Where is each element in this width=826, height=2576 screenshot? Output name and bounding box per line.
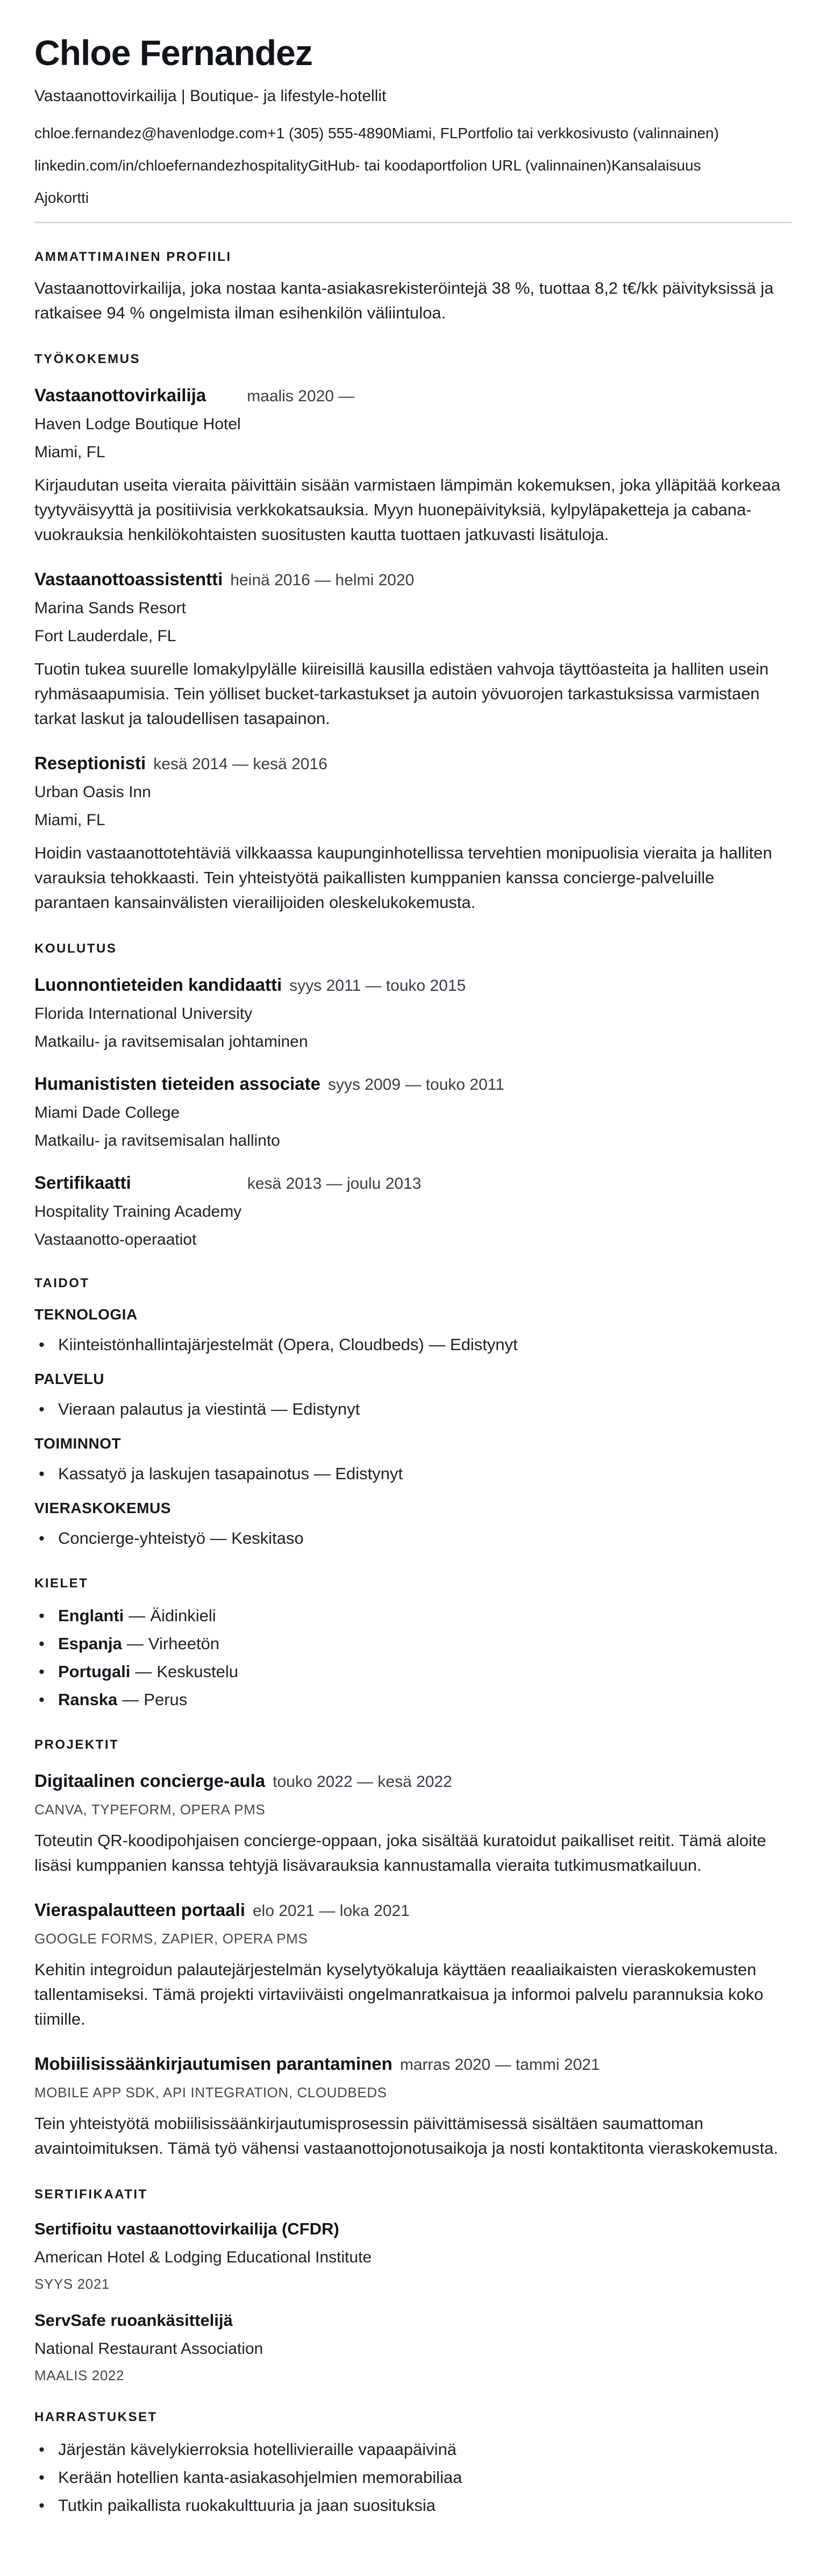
education-degree: Sertifikaatti bbox=[34, 1172, 131, 1193]
hobby-item: • Järjestän kävelykierroksia hotellivieraille vapaapäivinä bbox=[34, 2438, 792, 2461]
section-title-education: KOULUTUS bbox=[34, 941, 117, 956]
contact-location: Miami, FL bbox=[391, 124, 458, 141]
education-header bbox=[34, 1172, 792, 1194]
project-entry bbox=[34, 1770, 792, 1878]
language-item bbox=[34, 1605, 792, 1627]
certification-entry bbox=[34, 2219, 792, 2292]
job-entry bbox=[34, 385, 792, 547]
job-description: Tuotin tukea suurelle lomakylpylälle kiireisillä kausilla edistäen vahvoja täyttöasteita ja halliten usein ryhmäsaapumisia. Tein yölliset bucket-tarkastukset ja autoin yövuorojen tarkastuksissa varmistaen tarkat laskut ja taloudellisen tasapainon. bbox=[34, 659, 769, 728]
language-name: Ranska bbox=[58, 1690, 118, 1709]
project-entry bbox=[34, 2053, 792, 2161]
education-school: Florida International University bbox=[34, 1004, 253, 1023]
job-entry bbox=[34, 753, 792, 915]
section-skills bbox=[34, 1275, 792, 1550]
contact-row-1 bbox=[34, 117, 792, 150]
job-role: Vastaanottovirkailija bbox=[34, 385, 206, 405]
language-list bbox=[34, 1605, 792, 1711]
hobby-item: • Tutkin paikallista ruokakulttuuria ja jaan suosituksia bbox=[34, 2494, 792, 2517]
job-company: Urban Oasis Inn bbox=[34, 783, 151, 801]
language-level: Äidinkieli bbox=[150, 1606, 216, 1625]
education-school: Hospitality Training Academy bbox=[34, 1202, 242, 1220]
section-title-languages: KIELET bbox=[34, 1576, 89, 1591]
skill-group-title: TEKNOLOGIA bbox=[34, 1305, 138, 1323]
section-projects bbox=[34, 1737, 792, 2161]
education-entry bbox=[34, 1073, 792, 1151]
skill-group bbox=[34, 1370, 792, 1421]
project-entry bbox=[34, 1899, 792, 2032]
language-name: Portugali bbox=[58, 1662, 131, 1681]
contact-linkedin: linkedin.com/in/chloefernandezhospitality bbox=[34, 157, 308, 174]
job-dates: kesä 2014 — kesä 2016 bbox=[153, 755, 327, 773]
education-dates: syys 2009 — touko 2011 bbox=[327, 1075, 504, 1094]
project-tools: CANVA, TYPEFORM, OPERA PMS bbox=[34, 1801, 266, 1818]
job-role: Reseptionisti bbox=[34, 753, 146, 773]
skill-item: • Kiinteistönhallintajärjestelmät (Opera, Cloudbeds) — Edistynyt bbox=[34, 1333, 792, 1356]
separator-dash: — bbox=[129, 1606, 146, 1625]
education-field: Matkailu- ja ravitsemisalan hallinto bbox=[34, 1131, 280, 1149]
candidate-headline: Vastaanottovirkailija | Boutique- ja lifestyle-hotellit bbox=[34, 87, 387, 105]
skill-list bbox=[34, 1527, 792, 1550]
education-header bbox=[34, 974, 792, 996]
project-dates: touko 2022 — kesä 2022 bbox=[273, 1772, 452, 1791]
education-degree: Humanististen tieteiden associate bbox=[34, 1073, 321, 1094]
project-description: Kehitin integroidun palautejärjestelmän kyselytyökaluja käyttäen reaaliaikaisten vieraskokemusten tallentamiseksi. Tämä projekti virtaviiväisti ongelmanratkaisua ja informoi palvelu parannuksia koko tiimille. bbox=[34, 1960, 764, 2028]
skill-group bbox=[34, 1499, 792, 1550]
language-item bbox=[34, 1660, 792, 1683]
job-location: Miami, FL bbox=[34, 811, 105, 829]
project-description: Toteutin QR-koodipohjaisen concierge-oppaan, joka sisältää kuratoidut paikalliset reitit. Tämä aloite lisäsi kumppanien kanssa tehtyjä lisävarauksia kannustamalla vieraita tutkimusmatkailuun. bbox=[34, 1830, 766, 1875]
resume-header bbox=[34, 33, 792, 223]
section-title-experience: TYÖKOKEMUS bbox=[34, 351, 141, 366]
certification-issuer: American Hotel & Lodging Educational Institute bbox=[34, 2248, 372, 2266]
education-field: Vastaanotto-operaatiot bbox=[34, 1230, 197, 1248]
skill-item: • Kassatyö ja laskujen tasapainotus — Edistynyt bbox=[34, 1463, 792, 1485]
language-item bbox=[34, 1633, 792, 1655]
job-role: Vastaanottoassistentti bbox=[34, 569, 223, 589]
education-field: Matkailu- ja ravitsemisalan johtaminen bbox=[34, 1032, 308, 1051]
project-description: Tein yhteistyötä mobiilisissäänkirjautumisprosessin päivittämisessä sisältäen saumattoman avaintoimituksen. Tämä työ vähensi vastaanottojonotusaikoja ja nosti kontaktitonta vieraskokemusta. bbox=[34, 2113, 779, 2158]
separator-dash: — bbox=[126, 1634, 144, 1653]
education-school: Miami Dade College bbox=[34, 1103, 180, 1122]
certification-name: Sertifioitu vastaanottovirkailija (CFDR) bbox=[34, 2219, 339, 2238]
education-header bbox=[34, 1073, 792, 1095]
project-title: Mobiilisissäänkirjautumisen parantaminen bbox=[34, 2053, 393, 2074]
project-dates: marras 2020 — tammi 2021 bbox=[400, 2055, 600, 2074]
section-title-hobbies: HARRASTUKSET bbox=[34, 2409, 158, 2424]
job-header bbox=[34, 753, 792, 774]
project-header bbox=[34, 1770, 792, 1792]
skill-group bbox=[34, 1305, 792, 1356]
section-hobbies bbox=[34, 2409, 792, 2517]
job-description: Hoidin vastaanottotehtäviä vilkkaassa kaupunginhotellissa tervehtien monipuolisia vieraita ja halliten varauksia tehokkaasti. Tein yhteistyötä paikallisten kumppanien kanssa concierge-palveluille parantaen kansainvälisten vierailijoiden oleskelukokemusta. bbox=[34, 843, 772, 912]
language-item bbox=[34, 1688, 792, 1711]
contact-info bbox=[34, 117, 792, 214]
skill-group-title: PALVELU bbox=[34, 1370, 105, 1387]
section-title-profile: AMMATTIMAINEN PROFIILI bbox=[34, 249, 232, 264]
candidate-name: Chloe Fernandez bbox=[34, 33, 312, 73]
education-entry bbox=[34, 1172, 792, 1250]
section-title-skills: TAIDOT bbox=[34, 1275, 90, 1290]
project-header bbox=[34, 1899, 792, 1921]
skill-group bbox=[34, 1435, 792, 1485]
certification-date: SYYS 2021 bbox=[34, 2275, 110, 2292]
contact-row-3 bbox=[34, 182, 792, 214]
certification-entry bbox=[34, 2310, 792, 2383]
certification-issuer: National Restaurant Association bbox=[34, 2339, 264, 2358]
skill-list bbox=[34, 1333, 792, 1356]
job-company: Marina Sands Resort bbox=[34, 599, 186, 617]
project-header bbox=[34, 2053, 792, 2075]
skill-list bbox=[34, 1463, 792, 1485]
header-divider bbox=[34, 222, 792, 223]
separator-dash: — bbox=[135, 1662, 152, 1681]
section-experience bbox=[34, 351, 792, 915]
project-dates: elo 2021 — loka 2021 bbox=[252, 1901, 410, 1920]
project-title: Vieraspalautteen portaali bbox=[34, 1899, 245, 1920]
education-dates: kesä 2013 — joulu 2013 bbox=[247, 1174, 422, 1193]
job-entry bbox=[34, 569, 792, 731]
language-name: Espanja bbox=[58, 1634, 122, 1653]
section-profile bbox=[34, 249, 792, 325]
skill-item: • Concierge-yhteistyö — Keskitaso bbox=[34, 1527, 792, 1550]
certification-name: ServSafe ruoankäsittelijä bbox=[34, 2310, 233, 2330]
hobby-list bbox=[34, 2438, 792, 2517]
section-title-certifications: SERTIFIKAATIT bbox=[34, 2187, 148, 2202]
contact-drivers-license: Ajokortti bbox=[34, 189, 89, 206]
job-dates: heinä 2016 — helmi 2020 bbox=[230, 571, 415, 589]
skill-group-title: TOIMINNOT bbox=[34, 1435, 122, 1452]
hobby-item: • Kerään hotellien kanta-asiakasohjelmien memorabiliaa bbox=[34, 2466, 792, 2489]
section-certifications bbox=[34, 2187, 792, 2383]
education-degree: Luonnontieteiden kandidaatti bbox=[34, 974, 282, 995]
contact-citizenship: Kansalaisuus bbox=[611, 157, 701, 174]
language-name: Englanti bbox=[58, 1606, 124, 1625]
education-dates: syys 2011 — touko 2015 bbox=[289, 976, 466, 995]
section-languages bbox=[34, 1576, 792, 1711]
contact-row-2 bbox=[34, 150, 792, 182]
job-header bbox=[34, 569, 792, 590]
job-location: Miami, FL bbox=[34, 443, 105, 461]
language-level: Virheetön bbox=[148, 1634, 220, 1653]
profile-text: Vastaanottovirkailija, joka nostaa kanta-asiakasrekisteröintejä 38 %, tuottaa 8,2 t€/kk päivityksissä ja ratkaisee 94 % ongelmista ilman esihenkilön väliintuloa. bbox=[34, 278, 774, 322]
section-education bbox=[34, 941, 792, 1250]
job-description: Kirjaudutan useita vieraita päivittäin sisään varmistaen lämpimän kokemuksen, joka ylläpitää korkeaa tyytyväisyyttä ja positiivisia verkkokatsauksia. Myyn huonepäivityksiä, kylpyläpaketteja ja cabana-vuokrauksia henkilökohtaisten suositusten kautta tuottaen jatkuvasti lisätuloja. bbox=[34, 475, 781, 544]
language-level: Keskustelu bbox=[156, 1662, 238, 1681]
job-company: Haven Lodge Boutique Hotel bbox=[34, 415, 241, 433]
separator-dash: — bbox=[122, 1690, 139, 1709]
project-tools: GOOGLE FORMS, ZAPIER, OPERA PMS bbox=[34, 1930, 308, 1947]
contact-portfolio: Portfolio tai verkkosivusto (valinnainen) bbox=[458, 124, 719, 141]
certification-date: MAALIS 2022 bbox=[34, 2367, 125, 2383]
education-entry bbox=[34, 974, 792, 1052]
contact-phone: +1 (305) 555-4890 bbox=[267, 124, 392, 141]
project-title: Digitaalinen concierge-aula bbox=[34, 1770, 266, 1791]
contact-email: chloe.fernandez@havenlodge.com bbox=[34, 124, 268, 141]
contact-github-url: GitHub- tai koodaportfolion URL (valinnainen) bbox=[308, 157, 611, 174]
language-level: Perus bbox=[144, 1690, 188, 1709]
skill-item: • Vieraan palautus ja viestintä — Edistynyt bbox=[34, 1398, 792, 1421]
skill-group-title: VIERASKOKEMUS bbox=[34, 1499, 171, 1516]
skill-list bbox=[34, 1398, 792, 1421]
job-header bbox=[34, 385, 792, 406]
section-title-projects: PROJEKTIT bbox=[34, 1737, 119, 1752]
project-tools: MOBILE APP SDK, API INTEGRATION, CLOUDBEDS bbox=[34, 2084, 387, 2100]
job-dates: maalis 2020 — bbox=[247, 387, 355, 405]
job-location: Fort Lauderdale, FL bbox=[34, 627, 176, 645]
